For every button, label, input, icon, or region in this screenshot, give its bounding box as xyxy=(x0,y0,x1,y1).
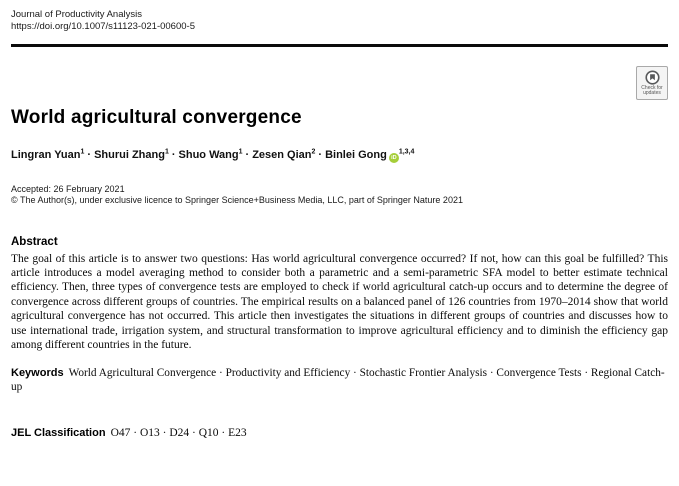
abstract-heading: Abstract xyxy=(11,235,58,248)
jel-label: JEL Classification xyxy=(11,427,106,440)
badge-row xyxy=(11,66,668,100)
author-affiliation-sup: 1 xyxy=(164,148,169,155)
badge-label-line2: updates xyxy=(643,90,661,96)
crossmark-icon xyxy=(645,70,660,85)
author-affiliation-sup: 2 xyxy=(311,148,316,155)
badge-label-line1: Check for xyxy=(641,84,663,91)
keywords-text: World Agricultural Convergence · Productivity and Efficiency · Stochastic Frontier Analysis · Convergence Tests · Regional Catch-up xyxy=(11,366,665,393)
author-separator: · xyxy=(87,148,92,161)
author-list xyxy=(11,148,668,163)
orcid-icon[interactable]: iD xyxy=(389,153,399,163)
journal-name: Journal of Productivity Analysis xyxy=(11,9,142,20)
author-name[interactable]: Zesen Qian$^2$ xyxy=(252,148,316,161)
author-affiliation-sup: 1 xyxy=(238,148,243,155)
author-name[interactable]: Lingran Yuan$^1$ xyxy=(11,148,85,161)
author-separator: · xyxy=(171,148,176,161)
author-separator: · xyxy=(318,148,323,161)
doi-link[interactable]: https://doi.org/10.1007/s11123-021-00600-5 xyxy=(11,20,195,32)
jel-codes: O47 · O13 · D24 · Q10 · E23 xyxy=(110,427,247,440)
page-title: World agricultural convergence xyxy=(11,107,302,128)
keywords-label: Keywords xyxy=(11,366,64,379)
abstract-text: The goal of this article is to answer two questions: Has world agricultural convergence occurred? If not, how can this goal be fulfilled? This article introduces a model averaging method to consider both a parametric and a semi-parametric SFA model to better estimate technical efficiency. Then, three types of convergence tests are employed to check if world agricultural catch-up occurs and to determine the degree of convergence across different groups of countries. The empirical results on a balanced panel of 126 countries from 1970–2014 show that world agricultural convergence has not occurred. This article then investigates the situations in different groups of countries and discusses how to use international trade, irrigation system, and structural transformation to improve agricultural efficiency and to diminish the efficiency gap among different countries in the future. xyxy=(11,252,668,352)
header-rule xyxy=(11,44,668,47)
copyright-line: © The Author(s), under exclusive licence to Springer Science+Business Media, LLC, part of Springer Nature 2021 xyxy=(11,195,463,206)
author-affiliation-sup: 1,3,4 xyxy=(398,148,415,155)
author-name[interactable]: Binlei Gong iD$^{1,3,4}$ xyxy=(325,148,415,161)
keywords-line xyxy=(11,366,668,395)
author-affiliation-sup: 1 xyxy=(80,148,85,155)
author-name[interactable]: Shurui Zhang$^1$ xyxy=(94,148,169,161)
jel-line xyxy=(11,427,668,439)
article-meta xyxy=(11,184,668,207)
accepted-date: Accepted: 26 February 2021 xyxy=(11,183,125,194)
author-separator: · xyxy=(245,148,250,161)
author-name[interactable]: Shuo Wang$^1$ xyxy=(178,148,243,161)
check-for-updates-button[interactable] xyxy=(636,66,668,100)
